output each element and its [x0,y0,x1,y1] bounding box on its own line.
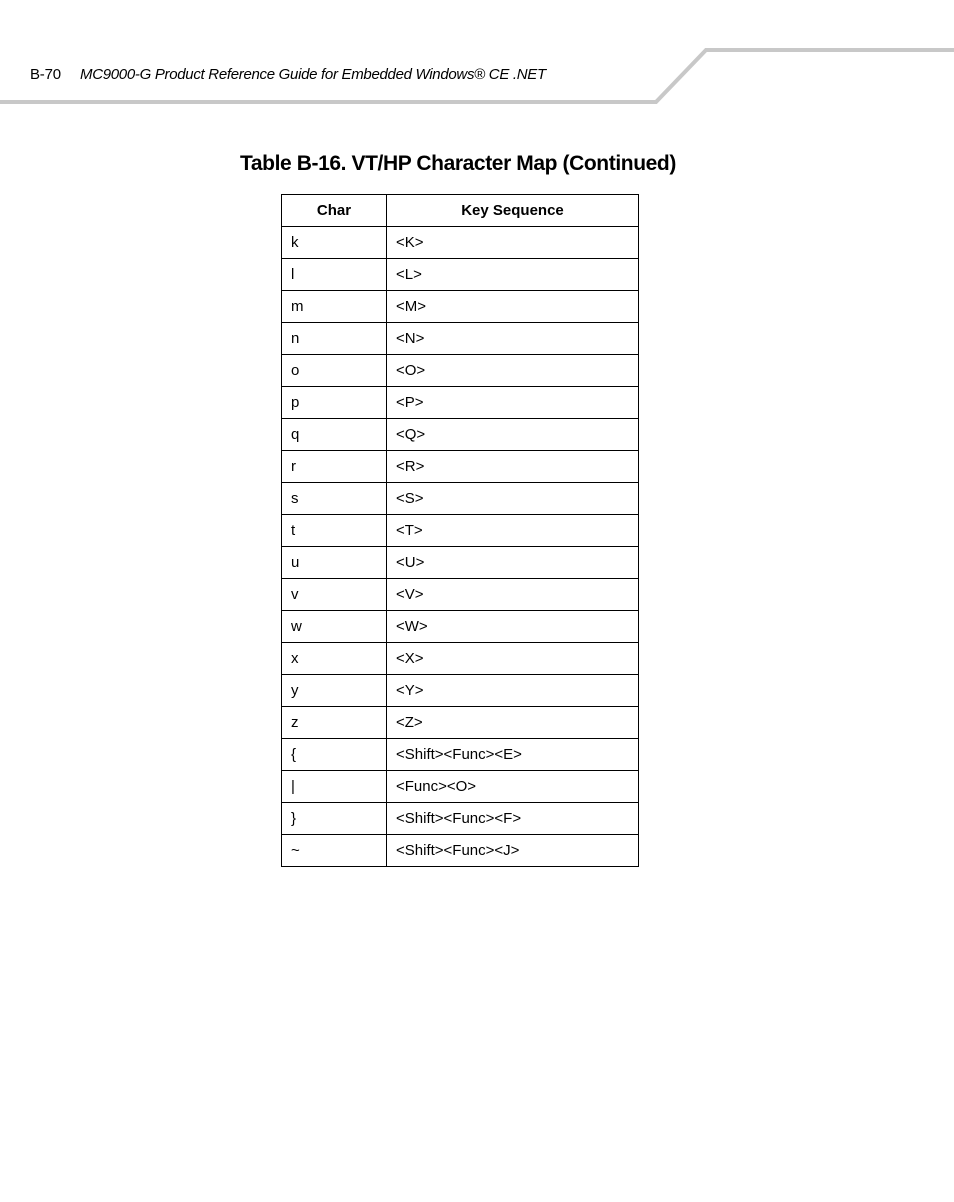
char-cell: ~ [282,835,387,867]
key-sequence-cell: <R> [387,451,639,483]
table-row [282,835,639,867]
char-cell: v [282,579,387,611]
char-cell: o [282,355,387,387]
document-title: MC9000-G Product Reference Guide for Embedded Windows® CE .NET [80,66,546,83]
key-sequence-cell: <M> [387,291,639,323]
char-cell: r [282,451,387,483]
table-row [282,739,639,771]
char-cell: x [282,643,387,675]
table-row [282,707,639,739]
table-row [282,259,639,291]
char-cell: m [282,291,387,323]
char-cell: w [282,611,387,643]
char-cell: t [282,515,387,547]
character-map-table [281,194,639,867]
table-row [282,643,639,675]
char-cell: z [282,707,387,739]
table-row [282,515,639,547]
key-sequence-cell: <Z> [387,707,639,739]
table-row [282,803,639,835]
table-row [282,291,639,323]
char-cell: n [282,323,387,355]
key-sequence-cell: <Shift><Func><F> [387,803,639,835]
key-sequence-cell: <W> [387,611,639,643]
table-row [282,675,639,707]
table-row [282,771,639,803]
table-row [282,387,639,419]
table-row [282,579,639,611]
table-header-row [282,195,639,227]
table-row [282,355,639,387]
column-header-char: Char [282,195,387,227]
key-sequence-cell: <K> [387,227,639,259]
char-cell: s [282,483,387,515]
header-rule-graphic [0,0,954,110]
table-title: Table B-16. VT/HP Character Map (Continued) [240,152,676,175]
key-sequence-cell: <O> [387,355,639,387]
char-cell: k [282,227,387,259]
key-sequence-cell: <S> [387,483,639,515]
table-row [282,547,639,579]
key-sequence-cell: <X> [387,643,639,675]
table-row [282,611,639,643]
key-sequence-cell: <U> [387,547,639,579]
char-cell: } [282,803,387,835]
key-sequence-cell: <P> [387,387,639,419]
char-cell: y [282,675,387,707]
key-sequence-cell: <L> [387,259,639,291]
column-header-key-sequence: Key Sequence [387,195,639,227]
char-cell: { [282,739,387,771]
key-sequence-cell: <Shift><Func><E> [387,739,639,771]
char-cell: l [282,259,387,291]
table-row [282,451,639,483]
key-sequence-cell: <Q> [387,419,639,451]
key-sequence-cell: <T> [387,515,639,547]
key-sequence-cell: <Y> [387,675,639,707]
key-sequence-cell: <Func><O> [387,771,639,803]
page-number: B-70 [30,66,61,83]
char-cell: q [282,419,387,451]
key-sequence-cell: <N> [387,323,639,355]
key-sequence-cell: <V> [387,579,639,611]
char-cell: u [282,547,387,579]
table-row [282,419,639,451]
key-sequence-cell: <Shift><Func><J> [387,835,639,867]
table-row [282,323,639,355]
table-row [282,227,639,259]
char-cell: p [282,387,387,419]
table-row [282,483,639,515]
char-cell: | [282,771,387,803]
